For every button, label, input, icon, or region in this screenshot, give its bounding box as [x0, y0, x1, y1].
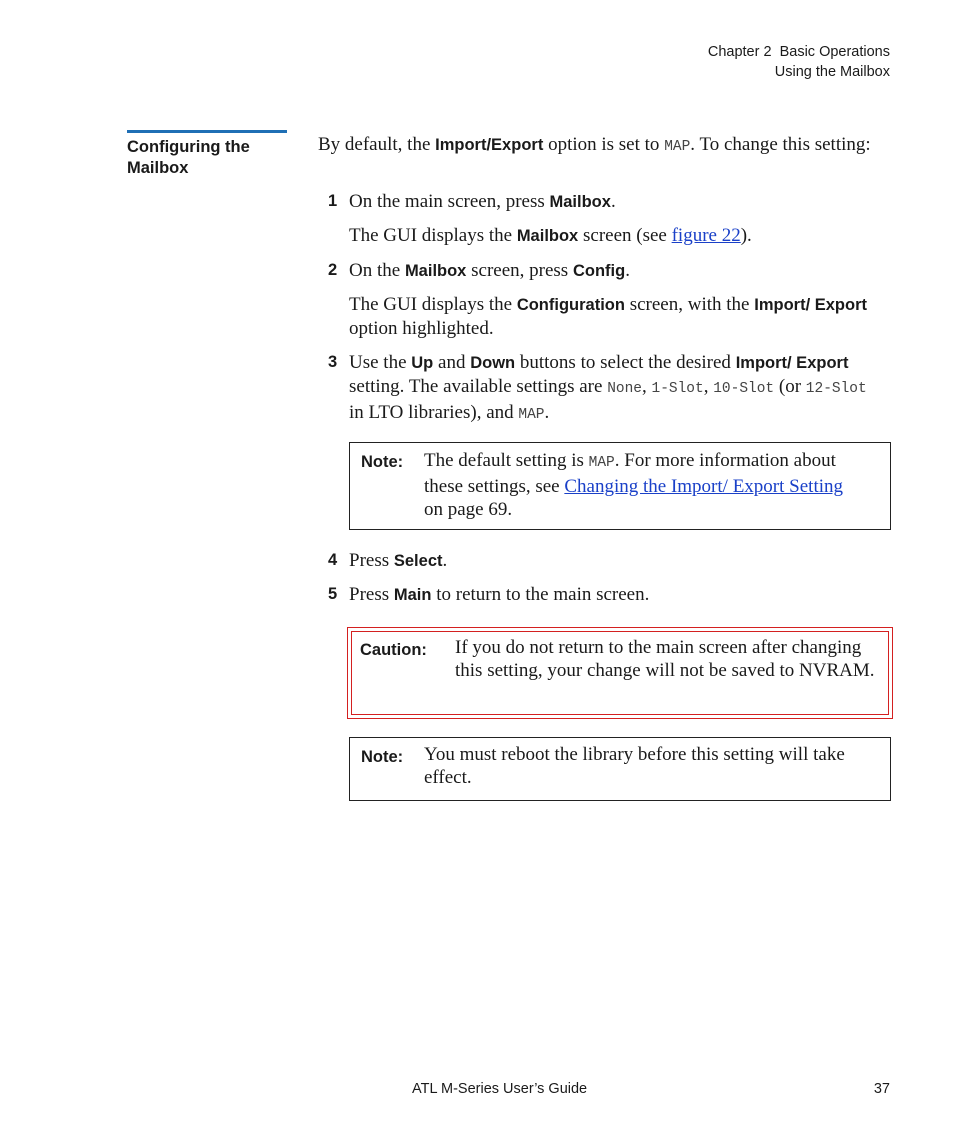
step-number: 5	[328, 585, 338, 603]
sidehead-line1: Configuring the	[127, 138, 250, 156]
step-text-part: buttons to select the desired	[515, 352, 736, 373]
note-label: Note:	[361, 453, 404, 471]
sidehead-line2: Mailbox	[127, 159, 189, 177]
step-text-part: and	[433, 352, 471, 373]
running-header	[708, 42, 890, 82]
bold-mailbox: Mailbox	[404, 262, 467, 280]
bold-mailbox: Mailbox	[549, 193, 611, 211]
note-text-part: The default setting is	[424, 450, 589, 471]
result-text: The GUI displays the	[349, 294, 517, 315]
result-text: ).	[740, 225, 752, 246]
step-text-part: .	[442, 550, 448, 571]
step-1-result	[349, 224, 879, 248]
code-none: None	[607, 381, 642, 397]
bold-configuration: Configuration	[516, 296, 625, 314]
step-number: 4	[328, 551, 338, 569]
bold-config: Config	[572, 262, 626, 280]
step-text-part: .	[544, 402, 550, 423]
bold-select: Select	[393, 552, 443, 570]
step-text-part: Use the	[349, 352, 412, 373]
step-text-part: .	[610, 191, 616, 212]
step-text-part: setting. The available settings are	[349, 376, 608, 397]
step-text-part: On the	[349, 260, 405, 281]
header-section: Using the Mailbox	[774, 64, 890, 80]
note-text: You must reboot the library before this setting will take effect.	[424, 744, 845, 788]
step-text-part: (or	[774, 376, 806, 397]
bold-up: Up	[411, 354, 434, 372]
note-text-part: . For more information about these settings, see	[424, 450, 836, 497]
result-text: screen (see	[578, 225, 672, 246]
section-sidehead	[127, 130, 287, 179]
intro-text: option is set to	[543, 134, 665, 155]
intro-text: By default, the	[318, 134, 436, 155]
step-text	[349, 259, 879, 283]
note-box-reboot	[349, 737, 891, 801]
note-label: Note:	[361, 748, 404, 766]
note-text-part: on page 69.	[424, 499, 513, 520]
step-number: 1	[328, 192, 338, 210]
caution-label: Caution:	[360, 641, 427, 659]
step-text-part: ,	[703, 376, 714, 397]
step-text-part: to return to the main screen.	[431, 584, 650, 605]
footer-title: ATL M-Series User’s Guide	[412, 1081, 588, 1097]
bold-down: Down	[470, 354, 516, 372]
page-number: 37	[873, 1081, 890, 1097]
caution-text: If you do not return to the main screen after changing this setting, your change will not be saved to NVRAM.	[455, 637, 875, 681]
step-text-part: in LTO libraries), and	[349, 402, 519, 423]
code-map: MAP	[588, 455, 615, 471]
result-text: screen, with the	[624, 294, 755, 315]
intro-text: . To change this setting:	[690, 134, 871, 155]
intro-paragraph	[318, 133, 878, 159]
code-map: MAP	[518, 407, 545, 423]
note-box-default-setting	[349, 442, 891, 530]
step-text-part: Press	[349, 550, 394, 571]
figure-22-link[interactable]: figure 22	[671, 225, 741, 246]
code-1-slot: 1-Slot	[651, 381, 704, 397]
step-text-part: On the main screen, press	[349, 191, 550, 212]
code-10-slot: 10-Slot	[713, 381, 775, 397]
step-text	[349, 549, 879, 573]
intro-bold-import-export: Import/Export	[435, 136, 544, 154]
note-text	[424, 449, 864, 521]
bold-mailbox: Mailbox	[516, 227, 579, 245]
result-text: The GUI displays the	[349, 225, 517, 246]
intro-code-map: MAP	[664, 139, 691, 155]
bold-main: Main	[393, 586, 432, 604]
caution-box	[347, 627, 893, 719]
caution-inner-border	[351, 631, 889, 715]
header-chapter: Chapter 2 Basic Operations	[707, 44, 890, 60]
step-number: 2	[328, 261, 338, 279]
changing-import-export-setting-link[interactable]: Changing the Import/ Export Setting	[564, 476, 843, 497]
step-text	[349, 190, 879, 214]
code-12-slot: 12-Slot	[805, 381, 867, 397]
bold-import-export: Import/ Export	[754, 296, 867, 314]
step-2-result	[349, 293, 879, 340]
step-text-part: ,	[642, 376, 652, 397]
bold-import-export: Import/ Export	[735, 354, 849, 372]
step-text	[349, 351, 879, 427]
step-text-part: Press	[349, 584, 394, 605]
step-text-part: screen, press	[466, 260, 573, 281]
step-text	[349, 583, 879, 607]
result-text: option highlighted.	[349, 318, 494, 339]
step-text-part: .	[625, 260, 630, 281]
step-number: 3	[328, 353, 338, 371]
